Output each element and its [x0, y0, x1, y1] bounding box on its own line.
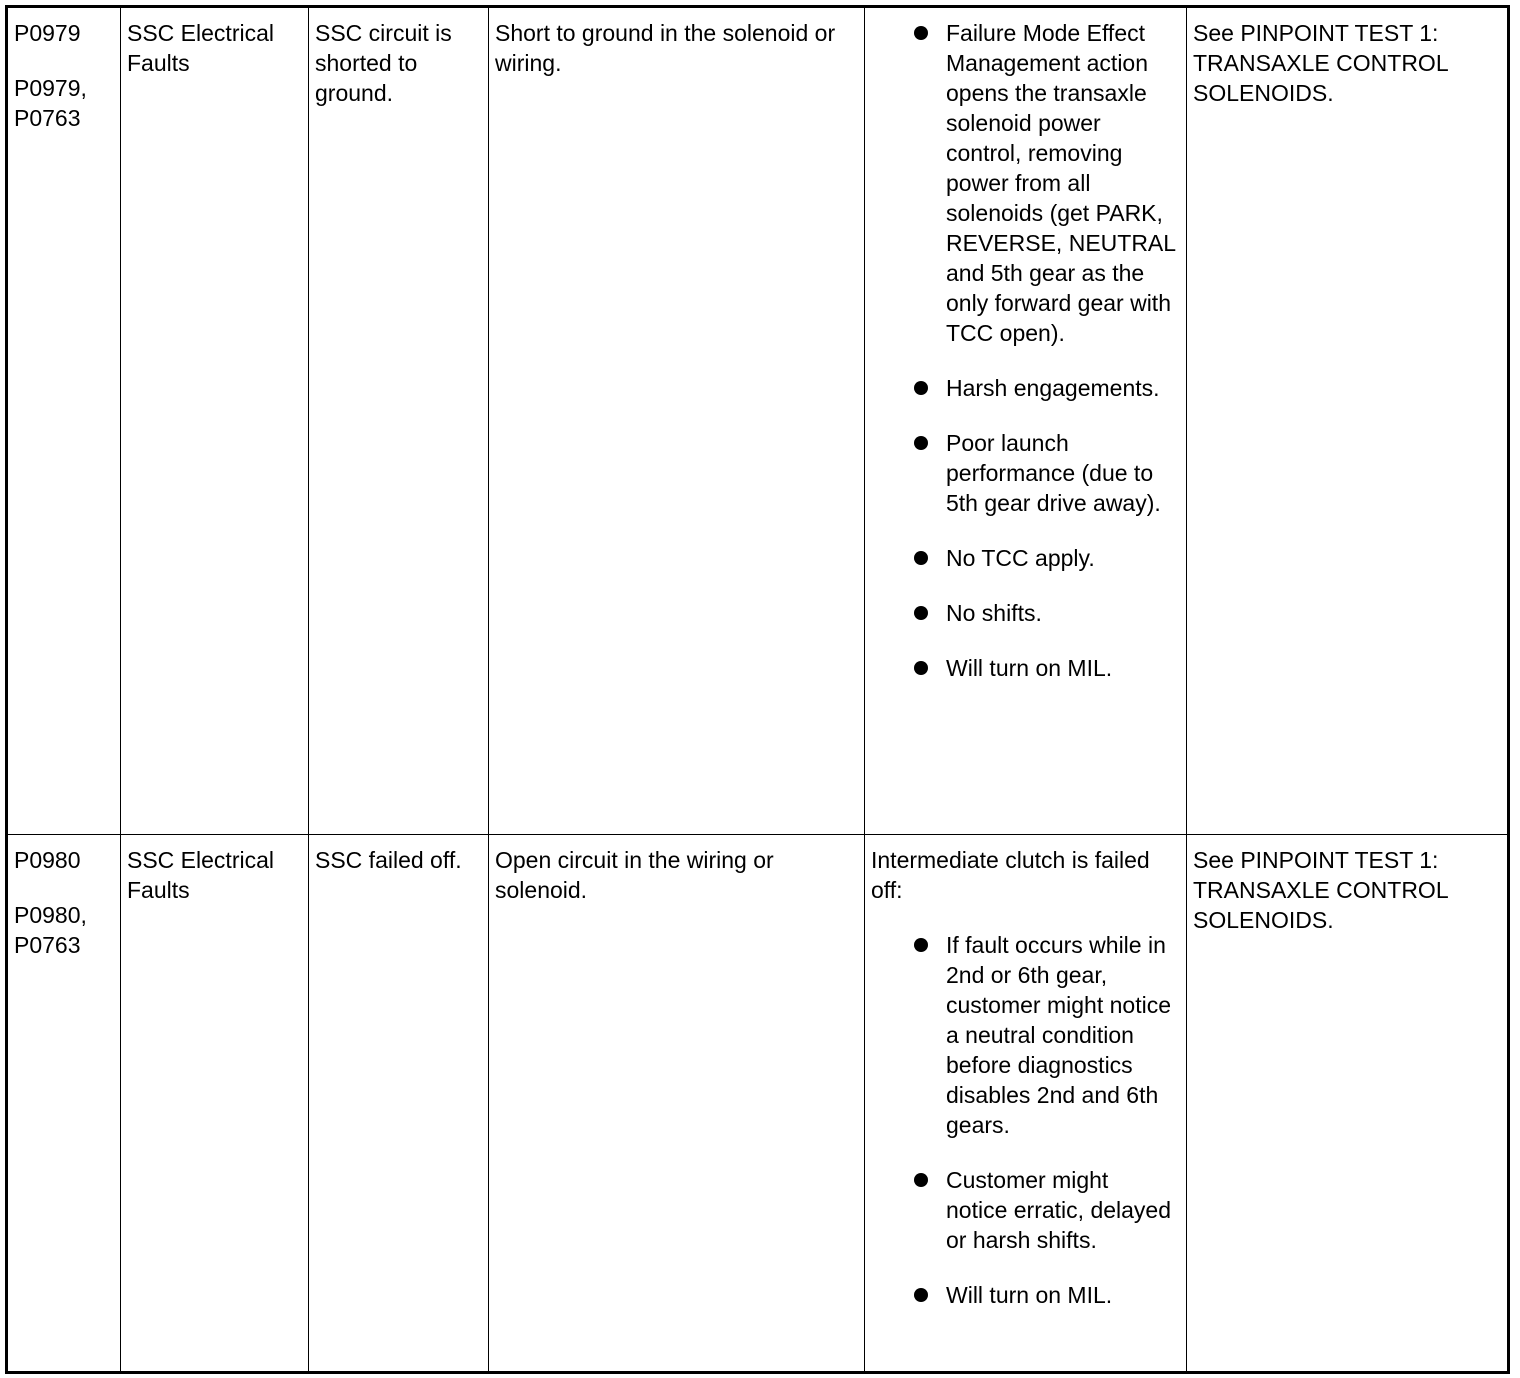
- symptom-text: No TCC apply.: [946, 545, 1095, 571]
- dtc-code: P0980: [14, 847, 81, 873]
- fault-description-cell: SSC Electrical Faults: [121, 7, 309, 835]
- dtc-diagnostic-table: [5, 5, 1510, 1374]
- dtc-code: P0979: [14, 20, 81, 46]
- possible-cause-cell: Open circuit in the wiring or solenoid.: [489, 835, 865, 1373]
- bullet-icon: [914, 26, 928, 40]
- fault-description-cell: SSC Electrical Faults: [121, 835, 309, 1373]
- symptom-text: If fault occurs while in 2nd or 6th gear, customer might notice a neutral condition before diagnostics disables 2nd and 6th gears.: [946, 932, 1171, 1138]
- symptom-list: [871, 18, 1180, 683]
- symptom-text: Failure Mode Effect Management action opens the transaxle solenoid power control, removing power from all solenoids (get PARK, REVERSE, NEUTRAL and 5th gear as the only forward gear with TCC open).: [946, 20, 1176, 346]
- possible-cause-cell: Short to ground in the solenoid or wiring.: [489, 7, 865, 835]
- symptom-text: Customer might notice erratic, delayed or harsh shifts.: [946, 1167, 1172, 1253]
- symptom-item: [871, 1165, 1180, 1255]
- dtc-code-combination: P0980, P0763: [14, 902, 87, 958]
- symptom-list: [871, 930, 1180, 1310]
- symptom-intro: Intermediate clutch is failed off:: [871, 847, 1150, 903]
- symptom-item: [871, 543, 1180, 573]
- bullet-icon: [914, 661, 928, 675]
- symptom-item: [871, 1280, 1180, 1310]
- symptom-item: [871, 930, 1180, 1140]
- condition-cell: SSC failed off.: [309, 835, 489, 1373]
- bullet-icon: [914, 1288, 928, 1302]
- symptom-text: Will turn on MIL.: [946, 655, 1113, 681]
- condition-cell: SSC circuit is shorted to ground.: [309, 7, 489, 835]
- action-cell: See PINPOINT TEST 1: TRANSAXLE CONTROL SOLENOIDS.: [1187, 7, 1509, 835]
- symptom-text: No shifts.: [946, 600, 1042, 626]
- dtc-code-cell: [7, 7, 121, 835]
- symptom-text: Will turn on MIL.: [946, 1282, 1113, 1308]
- symptom-text: Harsh engagements.: [946, 375, 1160, 401]
- action-cell: See PINPOINT TEST 1: TRANSAXLE CONTROL SOLENOIDS.: [1187, 835, 1509, 1373]
- dtc-code-cell: [7, 835, 121, 1373]
- table-row: [7, 7, 1509, 835]
- symptom-item: [871, 373, 1180, 403]
- bullet-icon: [914, 938, 928, 952]
- bullet-icon: [914, 551, 928, 565]
- symptom-item: [871, 653, 1180, 683]
- symptom-item: [871, 598, 1180, 628]
- symptom-text: Poor launch performance (due to 5th gear drive away).: [946, 430, 1161, 516]
- bullet-icon: [914, 1173, 928, 1187]
- dtc-code-combination: P0979, P0763: [14, 75, 87, 131]
- bullet-icon: [914, 606, 928, 620]
- table-row: [7, 835, 1509, 1373]
- symptoms-cell: [865, 835, 1187, 1373]
- symptoms-cell: [865, 7, 1187, 835]
- symptom-item: [871, 18, 1180, 348]
- bullet-icon: [914, 381, 928, 395]
- bullet-icon: [914, 436, 928, 450]
- symptom-item: [871, 428, 1180, 518]
